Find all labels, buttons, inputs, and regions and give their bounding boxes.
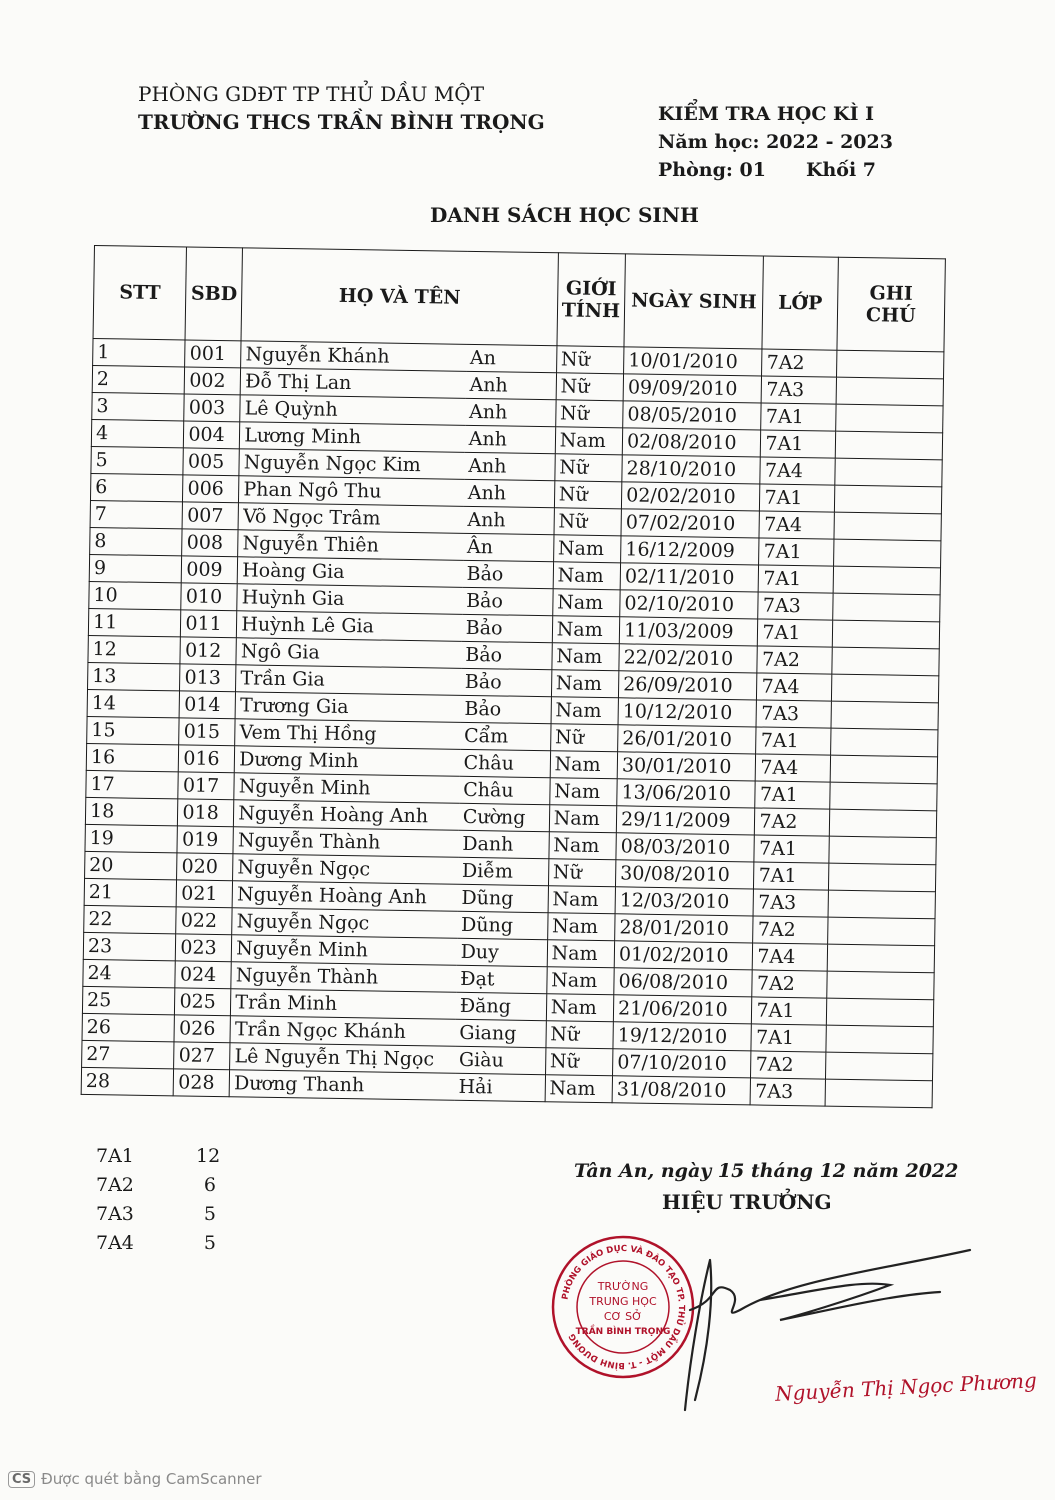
row-sbd: 002	[185, 367, 241, 395]
row-gender: Nam	[547, 967, 615, 995]
row-last-name: Võ Ngọc Trâm	[238, 503, 463, 534]
row-dob: 10/01/2010	[624, 347, 763, 376]
row-first-name: Đạt	[456, 965, 547, 993]
row-first-name: Danh	[458, 830, 549, 858]
row-sbd: 015	[179, 718, 235, 746]
row-note	[834, 512, 942, 541]
row-last-name: Nguyễn Ngọc	[232, 908, 457, 939]
row-gender: Nam	[552, 643, 620, 671]
row-class: 7A3	[756, 700, 831, 728]
row-gender: Nam	[547, 913, 615, 941]
row-gender: Nữ	[556, 373, 624, 401]
row-sbd: 025	[175, 988, 231, 1016]
row-last-name: Ngô Gia	[236, 638, 461, 669]
row-stt: 25	[82, 986, 175, 1014]
row-class: 7A3	[758, 592, 833, 620]
row-dob: 02/08/2010	[622, 428, 761, 457]
row-stt: 9	[89, 554, 182, 582]
row-gender: Nam	[553, 535, 621, 563]
row-stt: 2	[92, 365, 185, 393]
row-first-name: Ân	[463, 533, 554, 561]
row-note	[829, 809, 937, 838]
row-sbd: 024	[175, 961, 231, 989]
row-gender: Nữ	[555, 400, 623, 428]
row-dob: 10/12/2010	[618, 698, 757, 727]
row-last-name: Nguyễn Minh	[234, 773, 459, 804]
row-sbd: 022	[176, 907, 232, 935]
row-stt: 8	[90, 527, 183, 555]
row-gender: Nam	[546, 994, 614, 1022]
row-dob: 19/12/2010	[613, 1022, 752, 1051]
row-first-name: An	[466, 344, 557, 372]
row-dob: 31/08/2010	[612, 1076, 751, 1105]
row-last-name: Nguyễn Minh	[232, 935, 457, 966]
row-note	[828, 863, 936, 892]
row-note	[830, 755, 938, 784]
row-class: 7A1	[761, 430, 836, 458]
row-stt: 20	[85, 851, 178, 879]
row-stt: 1	[93, 338, 186, 366]
row-class: 7A4	[753, 943, 828, 971]
row-class: 7A1	[759, 538, 834, 566]
col-header-class: LỚP	[762, 256, 838, 350]
row-first-name: Diễm	[458, 857, 549, 885]
row-stt: 26	[82, 1013, 175, 1041]
row-first-name: Dũng	[457, 911, 548, 939]
row-sbd: 003	[184, 394, 240, 422]
row-sbd: 006	[183, 475, 239, 503]
row-note	[835, 431, 943, 460]
signer-name: Nguyễn Thị Ngọc Phương	[774, 1368, 1038, 1406]
row-sbd: 001	[185, 340, 241, 368]
row-last-name: Nguyễn Khánh	[241, 341, 466, 372]
row-last-name: Huỳnh Gia	[237, 584, 462, 615]
row-last-name: Phan Ngô Thu	[239, 476, 464, 507]
row-last-name: Trần Ngọc Khánh	[230, 1016, 455, 1047]
scanner-text: Được quét bằng CamScanner	[41, 1470, 262, 1488]
row-stt: 6	[90, 473, 183, 501]
row-note	[825, 1079, 933, 1108]
row-class: 7A1	[754, 862, 829, 890]
row-first-name: Bảo	[461, 668, 552, 696]
row-stt: 3	[92, 392, 185, 420]
row-first-name: Châu	[459, 749, 550, 777]
row-dob: 16/12/2009	[621, 536, 760, 565]
row-last-name: Lê Nguyễn Thị Ngọc	[230, 1043, 455, 1074]
row-class: 7A4	[756, 754, 831, 782]
summary-count: 12	[196, 1145, 221, 1167]
row-note	[834, 485, 942, 514]
col-header-note: GHI CHÚ	[837, 257, 946, 352]
row-note	[829, 836, 937, 865]
row-first-name: Dũng	[457, 884, 548, 912]
row-gender: Nam	[549, 778, 617, 806]
row-dob: 09/09/2010	[623, 374, 762, 403]
col-header-gender	[557, 253, 626, 347]
row-gender: Nữ	[550, 724, 618, 752]
row-class: 7A2	[755, 808, 830, 836]
row-last-name: Nguyễn Thành	[233, 827, 458, 858]
row-class: 7A1	[754, 835, 829, 863]
row-dob: 28/01/2010	[615, 914, 754, 943]
row-sbd: 027	[174, 1042, 230, 1070]
row-gender: Nam	[549, 832, 617, 860]
summary-row	[96, 1200, 216, 1229]
row-gender: Nam	[555, 427, 623, 455]
row-last-name: Hoàng Gia	[237, 557, 462, 588]
row-stt: 18	[85, 797, 178, 825]
row-stt: 11	[88, 608, 181, 636]
row-class: 7A2	[751, 1051, 826, 1079]
row-last-name: Dương Minh	[235, 746, 460, 777]
row-dob: 01/02/2010	[614, 941, 753, 970]
room-grade-line	[658, 156, 893, 184]
summary-count: 6	[203, 1174, 216, 1196]
row-first-name: Anh	[464, 452, 555, 480]
row-first-name: Bảo	[462, 587, 553, 615]
row-dob: 02/02/2010	[621, 482, 760, 511]
row-class: 7A2	[757, 646, 832, 674]
row-stt: 17	[86, 770, 179, 798]
row-first-name: Hải	[454, 1073, 545, 1101]
row-stt: 21	[84, 878, 177, 906]
row-gender: Nam	[551, 697, 619, 725]
row-class: 7A2	[753, 916, 828, 944]
row-sbd: 009	[182, 556, 238, 584]
row-dob: 26/09/2010	[619, 671, 758, 700]
row-note	[835, 404, 943, 433]
row-dob: 28/10/2010	[622, 455, 761, 484]
summary-class: 7A4	[96, 1232, 134, 1254]
row-dob: 26/01/2010	[618, 725, 757, 754]
row-note	[832, 647, 940, 676]
row-sbd: 012	[180, 637, 236, 665]
school-year: Năm học: 2022 - 2023	[658, 131, 893, 153]
row-sbd: 005	[183, 448, 239, 476]
row-class: 7A1	[758, 619, 833, 647]
row-class: 7A1	[756, 727, 831, 755]
row-stt: 22	[84, 905, 177, 933]
row-dob: 06/08/2010	[614, 968, 753, 997]
row-class: 7A1	[759, 565, 834, 593]
row-stt: 24	[83, 959, 176, 987]
row-class: 7A1	[761, 403, 836, 431]
row-stt: 12	[88, 635, 181, 663]
exam-name: KIỂM TRA HỌC KÌ I	[658, 103, 874, 125]
summary-row	[96, 1142, 221, 1171]
row-gender: Nữ	[555, 454, 623, 482]
row-class: 7A1	[751, 1024, 826, 1052]
row-dob: 21/06/2010	[613, 995, 752, 1024]
row-stt: 10	[89, 581, 182, 609]
row-dob: 07/10/2010	[613, 1049, 752, 1078]
row-first-name: Anh	[465, 398, 556, 426]
row-first-name: Đăng	[456, 992, 547, 1020]
row-dob: 08/05/2010	[623, 401, 762, 430]
row-first-name: Anh	[465, 371, 556, 399]
student-table	[81, 245, 946, 1108]
row-last-name: Lương Minh	[240, 422, 465, 453]
row-note	[830, 728, 938, 757]
col-header-dob: NGÀY SINH	[624, 254, 764, 349]
row-first-name: Bảo	[460, 695, 551, 723]
row-sbd: 007	[182, 502, 238, 530]
seal-line-2: TRUNG HỌC	[589, 1295, 657, 1308]
row-last-name: Đỗ Thị Lan	[240, 368, 465, 399]
row-sbd: 020	[177, 853, 233, 881]
row-dob: 07/02/2010	[621, 509, 760, 538]
scanner-watermark	[8, 1470, 262, 1488]
row-sbd: 018	[178, 799, 234, 827]
row-gender: Nam	[549, 805, 617, 833]
row-sbd: 026	[174, 1015, 230, 1043]
row-stt: 4	[91, 419, 184, 447]
seal-line-3: CƠ SỞ	[603, 1310, 643, 1323]
row-last-name: Lê Quỳnh	[240, 395, 465, 426]
grade-level: Khối 7	[805, 159, 877, 181]
row-gender: Nam	[552, 616, 620, 644]
row-class: 7A3	[762, 376, 837, 404]
row-first-name: Cẩm	[460, 722, 551, 750]
row-sbd: 028	[174, 1069, 230, 1097]
col-header-stt: STT	[93, 246, 187, 340]
row-class: 7A1	[760, 484, 835, 512]
row-sbd: 011	[181, 610, 237, 638]
col-header-gender-line1: GIỚI	[565, 277, 617, 301]
row-gender: Nữ	[545, 1048, 613, 1076]
row-stt: 19	[85, 824, 178, 852]
row-sbd: 013	[180, 664, 236, 692]
row-first-name: Giàu	[455, 1046, 546, 1074]
row-dob: 29/11/2009	[616, 806, 755, 835]
row-note	[832, 593, 940, 622]
row-last-name: Dương Thanh	[229, 1070, 454, 1101]
signing-date: Tân An, ngày 15 tháng 12 năm 2022	[574, 1160, 959, 1182]
summary-class: 7A3	[96, 1203, 134, 1225]
summary-row	[96, 1171, 216, 1200]
row-note	[831, 701, 939, 730]
row-first-name: Anh	[465, 425, 556, 453]
row-stt: 27	[82, 1040, 175, 1068]
row-first-name: Bảo	[462, 614, 553, 642]
row-note	[833, 566, 941, 595]
row-gender: Nam	[551, 670, 619, 698]
row-sbd: 021	[177, 880, 233, 908]
row-sbd: 004	[184, 421, 240, 449]
camscanner-logo-icon: CS	[8, 1471, 35, 1488]
row-note	[829, 782, 937, 811]
row-last-name: Huỳnh Lê Gia	[237, 611, 462, 642]
row-dob: 08/03/2010	[616, 833, 755, 862]
department-name: PHÒNG GDĐT TP THỦ DẦU MỘT	[138, 82, 485, 106]
row-note	[827, 944, 935, 973]
row-gender: Nam	[548, 886, 616, 914]
row-first-name: Duy	[456, 938, 547, 966]
row-gender: Nữ	[556, 346, 624, 374]
row-dob: 13/06/2010	[617, 779, 756, 808]
row-class: 7A1	[752, 997, 827, 1025]
row-class: 7A4	[760, 457, 835, 485]
summary-row	[96, 1229, 216, 1258]
row-note	[825, 1052, 933, 1081]
seal-line-1: TRƯỜNG	[597, 1280, 649, 1293]
row-class: 7A2	[762, 349, 837, 377]
row-dob: 30/08/2010	[616, 860, 755, 889]
row-stt: 23	[83, 932, 176, 960]
row-note	[835, 458, 943, 487]
row-gender: Nam	[547, 940, 615, 968]
row-first-name: Giang	[455, 1019, 546, 1047]
row-dob: 22/02/2010	[619, 644, 758, 673]
summary-count: 5	[203, 1203, 216, 1225]
row-note	[836, 350, 944, 379]
row-first-name: Châu	[459, 776, 550, 804]
row-last-name: Nguyễn Thiên	[238, 530, 463, 561]
row-last-name: Trần Minh	[231, 989, 456, 1020]
row-stt: 7	[90, 500, 183, 528]
row-class: 7A4	[759, 511, 834, 539]
row-sbd: 010	[181, 583, 237, 611]
row-class: 7A4	[757, 673, 832, 701]
row-stt: 28	[81, 1067, 174, 1095]
row-class: 7A1	[755, 781, 830, 809]
row-gender: Nữ	[548, 859, 616, 887]
row-gender: Nữ	[554, 508, 622, 536]
row-dob: 02/10/2010	[620, 590, 759, 619]
row-stt: 5	[91, 446, 184, 474]
row-note	[826, 998, 934, 1027]
row-first-name: Cường	[459, 803, 550, 831]
row-gender: Nam	[550, 751, 618, 779]
school-header	[138, 80, 545, 136]
row-sbd: 016	[179, 745, 235, 773]
summary-count: 5	[203, 1232, 216, 1254]
row-note	[826, 1025, 934, 1054]
col-header-sbd: SBD	[185, 247, 242, 341]
exam-header	[658, 100, 893, 184]
row-note	[827, 917, 935, 946]
school-name: TRƯỜNG THCS TRẦN BÌNH TRỌNG	[138, 110, 545, 134]
row-sbd: 008	[182, 529, 238, 557]
row-gender: Nam	[545, 1075, 613, 1103]
row-last-name: Trần Gia	[236, 665, 461, 696]
row-gender: Nam	[553, 562, 621, 590]
row-class: 7A3	[754, 889, 829, 917]
row-first-name: Anh	[463, 506, 554, 534]
summary-class: 7A1	[96, 1145, 134, 1167]
col-header-gender-line2: TÍNH	[561, 299, 621, 323]
row-note	[831, 674, 939, 703]
row-class: 7A2	[752, 970, 827, 998]
row-note	[836, 377, 944, 406]
row-note	[826, 971, 934, 1000]
row-note	[833, 539, 941, 568]
row-stt: 15	[87, 716, 180, 744]
row-note	[828, 890, 936, 919]
row-gender: Nam	[552, 589, 620, 617]
row-first-name: Bảo	[461, 641, 552, 669]
row-last-name: Nguyễn Hoàng Anh	[234, 800, 459, 831]
col-header-name: HỌ VÀ TÊN	[241, 248, 558, 346]
row-dob: 11/03/2009	[619, 617, 758, 646]
row-sbd: 019	[177, 826, 233, 854]
row-first-name: Bảo	[462, 560, 553, 588]
summary-class: 7A2	[96, 1174, 134, 1196]
signer-role: HIỆU TRƯỞNG	[662, 1190, 832, 1214]
seal-ring-text: PHÒNG GIÁO DỤC VÀ ĐÀO TẠO TP. THỦ DẦU MỘT - T. BÌNH DƯƠNG	[560, 1243, 687, 1371]
row-first-name: Anh	[464, 479, 555, 507]
seal-line-4: TRẦN BÌNH TRỌNG	[575, 1327, 671, 1337]
table-header-row	[93, 246, 945, 352]
row-stt: 14	[87, 689, 180, 717]
row-stt: 16	[86, 743, 179, 771]
row-last-name: Nguyễn Ngọc	[233, 854, 458, 885]
row-dob: 02/11/2010	[620, 563, 759, 592]
row-last-name: Nguyễn Thành	[231, 962, 456, 993]
document-title: DANH SÁCH HỌC SINH	[430, 203, 699, 227]
row-last-name: Vem Thị Hồng	[235, 719, 460, 750]
row-gender: Nữ	[546, 1021, 614, 1049]
row-stt: 13	[88, 662, 181, 690]
row-sbd: 017	[178, 772, 234, 800]
row-last-name: Nguyễn Hoàng Anh	[232, 881, 457, 912]
row-note	[832, 620, 940, 649]
row-class: 7A3	[751, 1078, 826, 1106]
row-dob: 12/03/2010	[615, 887, 754, 916]
row-dob: 30/01/2010	[617, 752, 756, 781]
row-sbd: 023	[176, 934, 232, 962]
row-last-name: Nguyễn Ngọc Kim	[239, 449, 464, 480]
row-last-name: Trương Gia	[235, 692, 460, 723]
room-number: Phòng: 01	[658, 159, 766, 181]
class-count-summary	[96, 1142, 221, 1258]
row-gender: Nữ	[554, 481, 622, 509]
row-sbd: 014	[179, 691, 235, 719]
